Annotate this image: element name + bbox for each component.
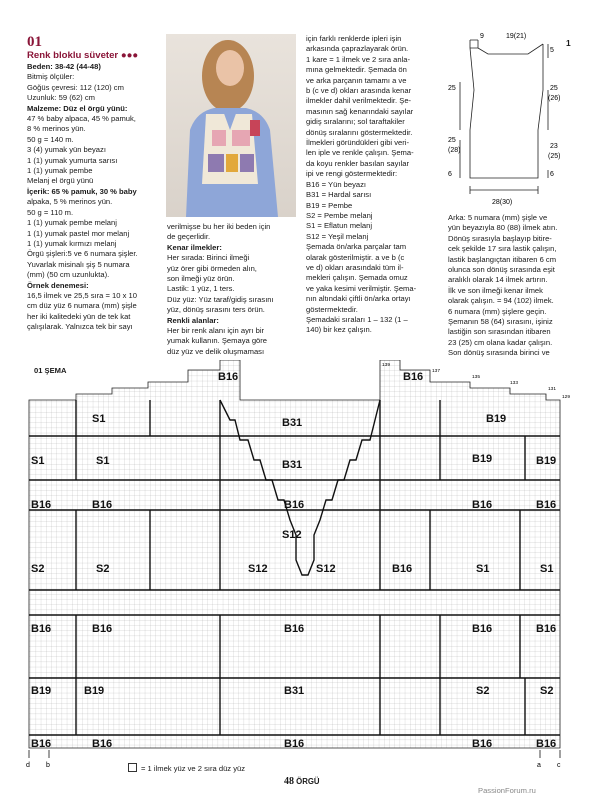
label-s1: S1	[96, 455, 110, 467]
label-b16: B16	[284, 623, 305, 635]
row-mark: 137	[432, 369, 441, 374]
color-key-line: S1 = Eflatun melanj	[306, 221, 373, 231]
text-line: Her bir renk alanı için ayrı bir	[167, 326, 265, 336]
dim-left-4: 6	[448, 171, 452, 178]
label-b16: B16	[536, 623, 557, 635]
label-b31: B31	[282, 417, 303, 429]
model-photo	[166, 34, 296, 217]
dim-right-1: 5	[550, 47, 554, 54]
materials-column	[27, 34, 155, 333]
label-s12: S12	[316, 563, 336, 575]
pattern-number: 01	[27, 34, 42, 50]
label-b16: B16	[472, 499, 493, 511]
legend-text: = 1 ilmek yüz ve 2 sıra düz yüz	[141, 764, 246, 773]
label-b16: B16	[92, 499, 113, 511]
dim-top-b: 19(21)	[506, 33, 527, 40]
text-line: Şemadaki sıraları 1 – 132 (1 –	[306, 314, 408, 324]
text-line: İlk ve son ilmeği kenar ilmek	[448, 285, 543, 295]
label-s1: S1	[540, 563, 554, 575]
text-line: cm düz yüz 6 numara (mm) şişle	[27, 301, 137, 311]
text-line: her iki kalitedeki yün de tek kat	[27, 311, 131, 321]
text-line: 23 (25) cm olana kadar çalışın.	[448, 337, 553, 347]
text-line: ilmekler dahil verilmektedir. Şe-	[306, 96, 412, 106]
schematic-number: 1	[566, 38, 571, 48]
text-line: gidiş sıralarını; sol taraftakiler	[306, 117, 405, 127]
label-b31: B31	[284, 685, 305, 697]
text-line: ve d) okları arasındaki tüm il-	[306, 262, 404, 272]
text-line: 1 (1) yumak pembe	[27, 166, 93, 176]
text-line: olarak gösterilmiştir. a ve b (c	[306, 252, 405, 262]
text-line: Lastik: 1 yüz, 1 ters.	[167, 284, 235, 294]
text-line: Şemada ön/arka parçalar tam	[306, 242, 407, 252]
dim-right-5: (25)	[548, 153, 561, 160]
text-line: da koyu renkler basılan sayılar	[306, 158, 409, 168]
text-line: 3 (4) yumak yün beyazı	[27, 145, 106, 155]
dim-right-3: (26)	[548, 95, 561, 102]
back-heading-line: Arka: 5 numara (mm) şişle ve	[448, 213, 548, 222]
text-line: arkasında çaprazlayarak örün.	[306, 44, 409, 54]
dim-top-a: 9	[480, 33, 484, 40]
chart-legend	[128, 763, 245, 773]
content-heading: İçerik: 65 % pamuk, 30 % baby	[27, 186, 137, 196]
text-line: 1 (1) yumak pembe melanj	[27, 218, 117, 228]
watermark: PassionForum.ru	[478, 786, 536, 795]
text-line: 6 numara (mm) şişlere geçin.	[448, 306, 547, 316]
color-key-line: B16 = Yün beyazı	[306, 179, 367, 189]
label-b16: B16	[92, 738, 113, 750]
text-line: Yuvarlak misinalı şiş 5 numara	[27, 259, 130, 269]
text-line: cek şekilde 17 sıra lastik çalışın,	[448, 244, 557, 254]
text-line: 1 (1) yumak pastel mor melanj	[27, 228, 130, 238]
edge-stitch-heading: Kenar ilmekler:	[167, 242, 222, 252]
text-line: ve yaka kesimi verilmiştir. Şema-	[306, 283, 417, 293]
label-b16: B16	[218, 371, 239, 383]
text-line: Göğüs çevresi: 112 (120) cm	[27, 82, 124, 92]
garment-schematic	[448, 30, 568, 210]
instructions-column-4	[448, 213, 578, 359]
dim-right-2: 25	[550, 85, 558, 92]
instructions-column-2	[167, 222, 287, 357]
page-number: 48	[284, 776, 294, 787]
size-line: Beden: 38-42 (44-48)	[27, 62, 101, 71]
text-line: Bitmiş ölçüler:	[27, 72, 75, 82]
label-b16: B16	[284, 738, 305, 750]
text-line: 140) bir kez çalışın.	[306, 325, 372, 335]
arrow-a: a	[537, 762, 541, 769]
text-line: ipi ve rengi göstermektedir:	[306, 169, 398, 179]
knitting-chart	[20, 360, 582, 770]
pattern-title: Renk bloklu süveter ●●●	[27, 50, 139, 61]
label-b16: B16	[472, 623, 493, 635]
label-b16: B16	[536, 738, 557, 750]
text-line: 1 (1) yumak yumurta sarısı	[27, 155, 118, 165]
label-b16: B16	[536, 499, 557, 511]
label-s1: S1	[476, 563, 490, 575]
magazine-name: ÖRGÜ	[296, 777, 320, 786]
text-line: Şemanın 58 (64) sırasını, işiniz	[448, 317, 553, 327]
label-b16: B16	[284, 499, 305, 511]
label-s2: S2	[540, 685, 554, 697]
text-line: 50 g = 140 m.	[27, 134, 74, 144]
gauge-heading: Örnek denemesi:	[27, 280, 89, 290]
dim-right-4: 23	[550, 143, 558, 150]
text-line: len iple ve renkle çalışın. Şema-	[306, 148, 414, 158]
dim-left-2: 25	[448, 137, 456, 144]
materials-heading: Malzeme: Düz el örgü yünü:	[27, 103, 128, 113]
text-line: 16,5 ilmek ve 25,5 sıra = 10 x 10	[27, 290, 137, 300]
text-line: yün beyazıyla 80 (88) ilmek atın.	[448, 223, 558, 233]
text-line: mekleri çalışın. Şemada omuz	[306, 273, 408, 283]
text-line: nın altındaki çiftli ön/arka ortayı	[306, 294, 411, 304]
color-key-line: B19 = Pembe	[306, 200, 353, 210]
text-line: çalışılarak. Yalnızca tek bir sayı	[27, 322, 133, 332]
label-b19: B19	[536, 455, 557, 467]
text-line: Her sırada: Birinci ilmeği	[167, 253, 250, 263]
dim-left-3: (28)	[448, 147, 461, 154]
label-s12: S12	[282, 529, 302, 541]
label-b16: B16	[403, 371, 424, 383]
label-s2: S2	[96, 563, 110, 575]
row-mark: 139	[382, 363, 391, 368]
text-line: ve arka parçanın tamamı a ve	[306, 75, 407, 85]
text-line: göstermektedir.	[306, 304, 358, 314]
color-key-line: S12 = Yeşil melanj	[306, 231, 369, 241]
text-line: olunca son dönüş sırasında eşit	[448, 265, 555, 275]
text-line: düz yüz ve delik oluşmaması	[167, 346, 265, 356]
text-line: yüz, dönüş sırasını ters örün.	[167, 305, 265, 315]
dim-left-1: 25	[448, 85, 456, 92]
label-b16: B16	[31, 623, 52, 635]
label-b16: B16	[31, 499, 52, 511]
label-b16: B16	[472, 738, 493, 750]
text-line: mına gelmektedir. Şemada ön	[306, 65, 407, 75]
text-line: 8 % merinos yün.	[27, 124, 86, 134]
text-line: (mm) (50 cm uzunlukta).	[27, 270, 110, 280]
dim-bottom: 28(30)	[492, 199, 513, 206]
row-mark: 131	[548, 387, 557, 392]
text-line: aralıklı olarak 14 ilmek artırın.	[448, 275, 548, 285]
text-line: b (c ve d) okları arasında kenar	[306, 86, 412, 96]
label-b19: B19	[31, 685, 52, 697]
text-line: son ilmeği yüz örün.	[167, 274, 235, 284]
text-line: lastik başlangıçtan itibaren 6 cm	[448, 254, 557, 264]
chart-title: 01 ŞEMA	[34, 366, 67, 375]
arrow-c: c	[557, 762, 561, 769]
label-b16: B16	[392, 563, 413, 575]
label-b31: B31	[282, 459, 303, 471]
text-line: Melanj el örgü yünü	[27, 176, 94, 186]
text-line: Örgü şişleri:5 ve 6 numara şişler.	[27, 249, 138, 259]
arrow-d: d	[26, 762, 30, 769]
label-s1: S1	[92, 413, 106, 425]
label-b19: B19	[84, 685, 105, 697]
text-line: alpaka, 5 % merinos yün.	[27, 197, 113, 207]
text-line: yumak kullanın. Şemaya göre	[167, 336, 268, 346]
instructions-column-3	[306, 34, 439, 336]
label-s12: S12	[248, 563, 268, 575]
color-key-line: S2 = Pembe melanj	[306, 210, 373, 220]
label-b16: B16	[31, 738, 52, 750]
label-b16: B16	[92, 623, 113, 635]
text-line: 47 % baby alpaca, 45 % pamuk,	[27, 114, 136, 124]
row-mark: 135	[472, 375, 481, 380]
label-s1: S1	[31, 455, 45, 467]
text-line: verilmişse bu her iki beden için	[167, 222, 271, 231]
row-mark: 129	[562, 395, 571, 400]
text-line: Dönüş sırasıyla başlayıp bitire-	[448, 233, 552, 243]
text-line: 1 (1) yumak kırmızı melanj	[27, 238, 117, 248]
text-line: Düz yüz: Yüz taraf/gidiş sırasını	[167, 294, 274, 304]
label-b19: B19	[486, 413, 507, 425]
text-line: Uzunluk: 59 (62) cm	[27, 93, 95, 103]
page-footer	[284, 776, 320, 787]
color-areas-heading: Renkli alanlar:	[167, 315, 219, 325]
text-line: dönüş sıralarını göstermektedir.	[306, 127, 413, 137]
text-line: masının sağ kenarındaki sayılar	[306, 106, 414, 116]
color-key-line: B31 = Hardal sarısı	[306, 190, 372, 200]
text-line: Son dönüş sırasında birinci ve	[448, 348, 550, 358]
grid-square-icon	[128, 763, 137, 772]
text-line: 50 g = 110 m.	[27, 207, 74, 217]
text-line: olarak çalışın. = 94 (102) ilmek.	[448, 296, 554, 306]
text-line: için farklı renklerde ipleri işin	[306, 34, 402, 43]
dim-right-6: 6	[550, 171, 554, 178]
row-mark: 133	[510, 381, 519, 386]
text-line: İlmekleri göründükleri gibi veri-	[306, 138, 409, 148]
arrow-b: b	[46, 762, 50, 769]
label-b19: B19	[472, 453, 493, 465]
label-s2: S2	[31, 563, 45, 575]
text-line: yüz örer gibi örmeden alın,	[167, 263, 257, 273]
label-s2: S2	[476, 685, 490, 697]
text-line: de geçerlidir.	[167, 232, 211, 242]
text-line: lastiğin son sırasından itibaren	[448, 327, 551, 337]
text-line: 1 kare = 1 ilmek ve 2 sıra anla-	[306, 54, 411, 64]
